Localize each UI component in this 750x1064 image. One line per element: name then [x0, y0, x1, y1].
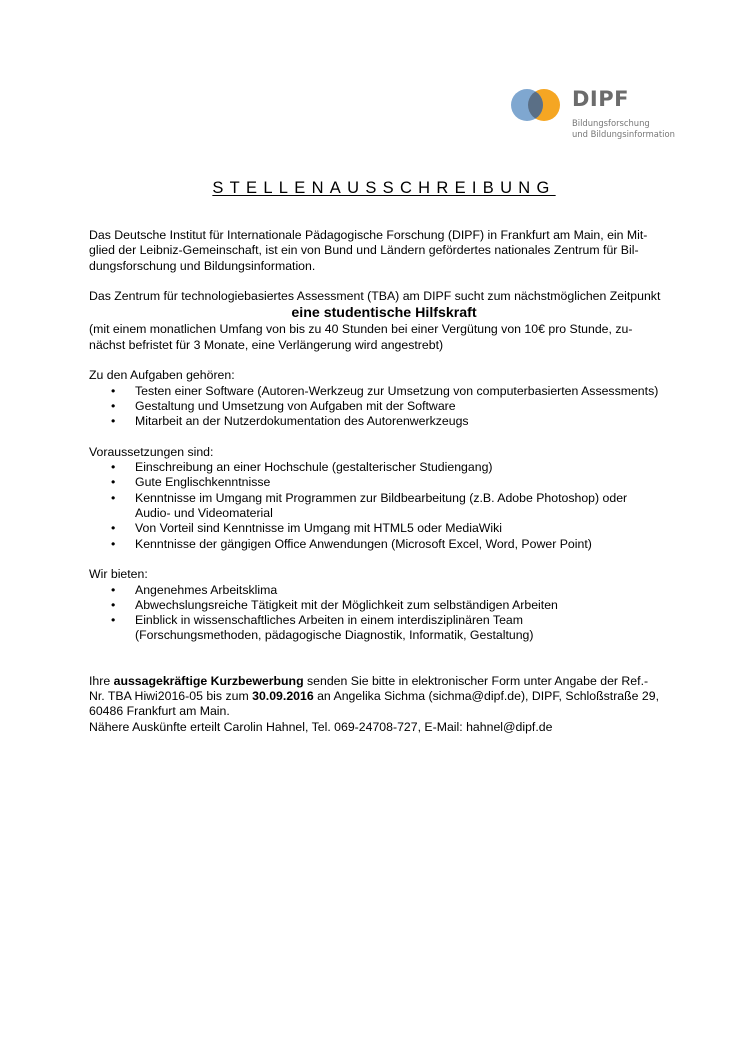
contact-line: Nähere Auskünfte erteilt Carolin Hahnel, Tel. 069-24708-727, E-Mail: hahnel@dipf.de: [89, 719, 553, 734]
intro-line: dungsforschung und Bildungsinformation.: [89, 258, 316, 273]
logo-tagline-1: Bildungsforschung: [572, 118, 650, 128]
list-item-line: Einblick in wissenschaftliches Arbeiten in einem interdisziplinären Team: [135, 613, 523, 628]
tasks-heading: Zu den Aufgaben gehören:: [89, 368, 235, 383]
list-item: • Angenehmes Arbeitsklima: [89, 583, 679, 598]
list-item: [89, 491, 679, 522]
application-line: 60486 Frankfurt am Main.: [89, 704, 230, 719]
application-emphasis: aussagekräftige Kurzbewerbung: [113, 673, 304, 688]
application-paragraph: [89, 674, 679, 720]
intro-line: glied der Leibniz-Gemeinschaft, ist ein von Bund und Ländern gefördertes nationales Zentrum für Bil-: [89, 243, 639, 258]
list-item-line: (Forschungsmethoden, pädagogische Diagnostik, Informatik, Gestaltung): [135, 628, 534, 643]
requirements-list: [89, 460, 679, 552]
application-text: Nr. TBA Hiwi2016-05 bis zum: [89, 689, 253, 704]
application-text: an Angelika Sichma (sichma@dipf.de), DIPF, Schloßstraße 29,: [313, 689, 659, 704]
list-item: • Einschreibung an einer Hochschule (gestalterischer Studiengang): [89, 460, 679, 475]
conditions-line: (mit einem monatlichen Umfang von bis zu 40 Stunden bei einer Vergütung von 10€ pro Stunde, zu-: [89, 322, 633, 337]
document-title: STELLENAUSSCHREIBUNG: [212, 179, 556, 197]
dipf-logo: [510, 86, 675, 144]
requirements-heading: Voraussetzungen sind:: [89, 444, 214, 459]
document-body: [89, 228, 679, 735]
application-line: [89, 689, 679, 704]
application-text: senden Sie bitte in elektronischer Form unter Angabe der Ref.-: [303, 673, 649, 688]
application-line: [89, 674, 679, 689]
application-text: Ihre: [89, 673, 114, 688]
conditions-line: nächst befristet für 3 Monate, eine Verlängerung wird angestrebt): [89, 337, 444, 352]
tasks-list: [89, 384, 679, 430]
application-deadline: 30.09.2016: [252, 689, 314, 704]
list-item: [89, 613, 679, 644]
list-item-line: Kenntnisse im Umgang mit Programmen zur Bildbearbeitung (z.B. Adobe Photoshop) oder: [135, 490, 628, 505]
offer-list: [89, 583, 679, 644]
search-paragraph: Das Zentrum für technologiebasiertes Assessment (TBA) am DIPF sucht zum nächstmöglichen Zeitpunkt: [89, 289, 661, 304]
list-item: • Gestaltung und Umsetzung von Aufgaben mit der Software: [89, 399, 679, 414]
logo-brand: DIPF: [572, 87, 629, 111]
intro-paragraph: [89, 228, 679, 274]
position-title: eine studentische Hilfskraft: [291, 305, 477, 322]
list-item-line: Audio- und Videomaterial: [135, 506, 273, 521]
list-item: • Von Vorteil sind Kenntnisse im Umgang mit HTML5 oder MediaWiki: [89, 521, 679, 536]
list-item: • Kenntnisse der gängigen Office Anwendungen (Microsoft Excel, Word, Power Point): [89, 537, 679, 552]
list-item: • Testen einer Software (Autoren-Werkzeug zur Umsetzung von computerbasierten Assessments): [89, 384, 679, 399]
list-item: • Gute Englischkenntnisse: [89, 475, 679, 490]
list-item: • Abwechslungsreiche Tätigkeit mit der Möglichkeit zum selbständigen Arbeiten: [89, 598, 679, 613]
dipf-logo-icon: [510, 88, 566, 124]
list-item: • Mitarbeit an der Nutzerdokumentation des Autorenwerkzeugs: [89, 414, 679, 429]
conditions-paragraph: [89, 322, 679, 353]
intro-line: Das Deutsche Institut für Internationale Pädagogische Forschung (DIPF) in Frankfurt am Main, ein Mit-: [89, 228, 648, 242]
offer-heading: Wir bieten:: [89, 567, 148, 582]
logo-tagline-2: und Bildungsinformation: [572, 129, 675, 139]
